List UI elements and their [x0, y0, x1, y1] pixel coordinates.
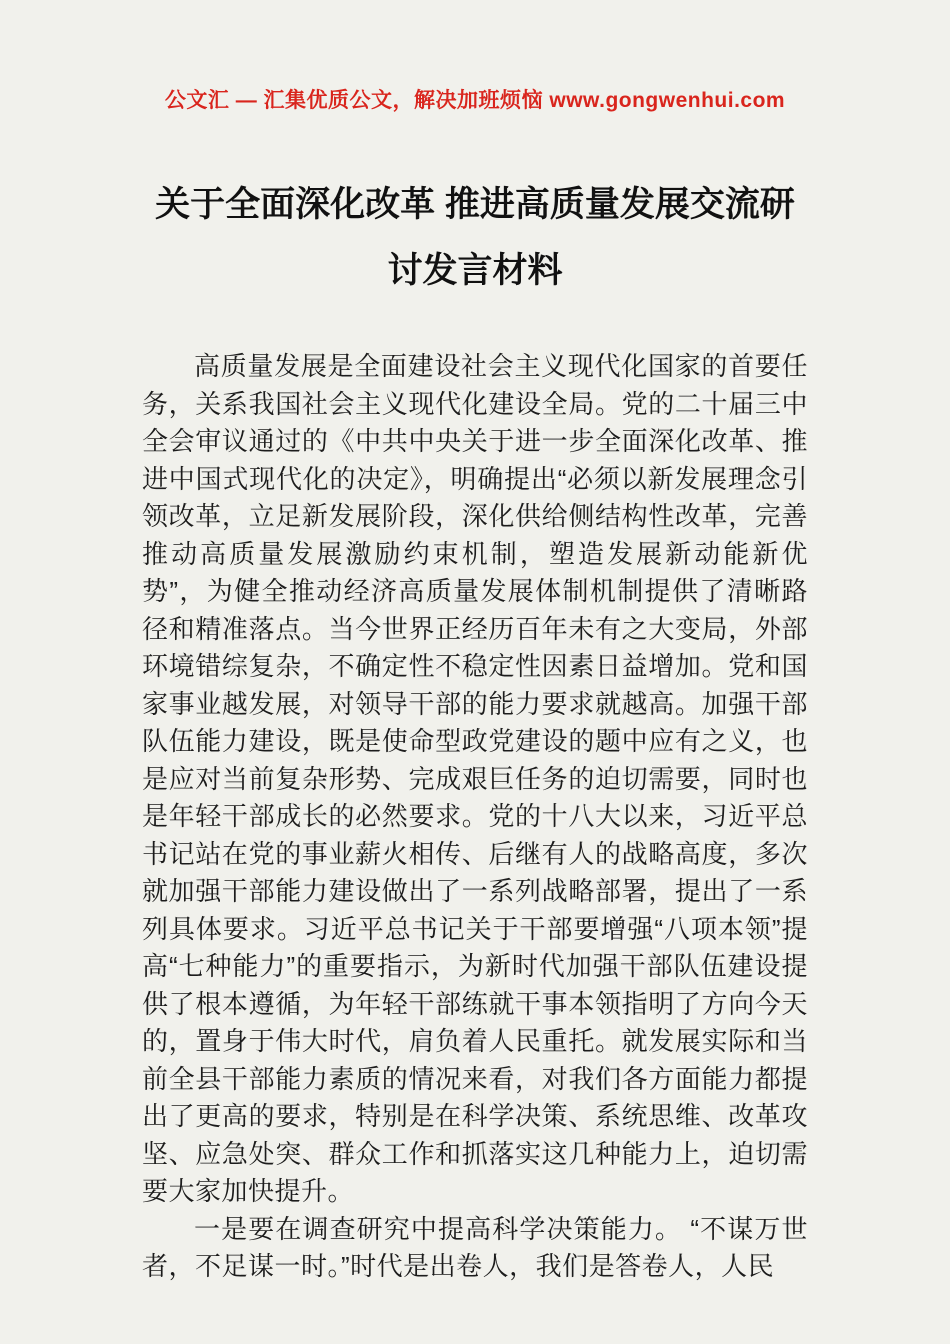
site-watermark-header: 公文汇 — 汇集优质公文，解决加班烦恼 www.gongwenhui.com	[164, 89, 786, 112]
document-body	[142, 348, 808, 1286]
body-paragraph: 一是要在调查研究中提高科学决策能力。 “不谋万世者，不足谋一时。”时代是出卷人，我们是答卷人，人民	[142, 1213, 808, 1281]
document-title: 关于全面深化改革 推进高质量发展交流研讨发言材料	[155, 185, 795, 290]
body-paragraph: 高质量发展是全面建设社会主义现代化国家的首要任务，关系我国社会主义现代化建设全局。党的二十届三中全会审议通过的《中共中央关于进一步全面深化改革、推进中国式现代化的决定》，明确提出“必须以新发展理念引领改革，立足新发展阶段，深化供给侧结构性改革，完善推动高质量发展激励约束机制，塑造发展新动能新优势”，为健全推动经济高质量发展体制机制提供了清晰路径和精准落点。当今世界正经历百年未有之大变局，外部环境错综复杂，不确定性不稳定性因素日益增加。党和国家事业越发展，对领导干部的能力要求就越高。加强干部队伍能力建设，既是使命型政党建设的题中应有之义，也是应对当前复杂形势、完成艰巨任务的迫切需要，同时也是年轻干部成长的必然要求。党的十八大以来，习近平总书记站在党的事业薪火相传、后继有人的战略高度，多次就加强干部能力建设做出了一系列战略部署，提出了一系列具体要求。习近平总书记关于干部要增强“八项本领”提高“七种能力”的重要指示，为新时代加强干部队伍建设提供了根本遵循，为年轻干部练就干事本领指明了方向今天的，置身于伟大时代，肩负着人民重托。就发展实际和当前全县干部能力素质的情况来看，对我们各方面能力都提出了更高的要求，特别是在科学决策、系统思维、改革攻坚、应急处突、群众工作和抓落实这几种能力上，迫切需要大家加快提升。	[142, 351, 808, 1206]
